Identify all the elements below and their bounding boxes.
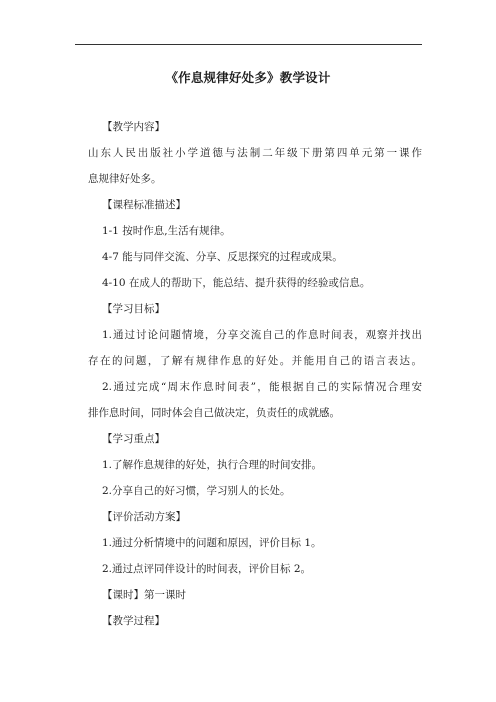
goal-2-line2: 排作息时间，同时体会自己做决定，负责任的成就感。	[88, 407, 340, 419]
heading-teaching-process: 【教学过程】	[102, 615, 165, 627]
paragraph-teaching-content-line1: 山东人民出版社小学道德与法制二年级下册第四单元第一课作	[88, 147, 422, 159]
goal-1-line2: 存在的问题，了解有规律作息的好处。并能用自己的语言表达。	[88, 355, 422, 367]
paragraph-teaching-content-line2: 息规律好处多。	[88, 173, 162, 185]
goal-1-line1: 1.通过讨论问题情境，分享交流自己的作息时间表，观察并找出	[102, 329, 422, 341]
standard-item-3: 4-10 在成人的帮助下，能总结、提升获得的经验或信息。	[102, 277, 371, 289]
focus-item-1: 1.了解作息规律的好处，执行合理的时间安排。	[102, 459, 323, 471]
evaluation-item-2: 2.通过点评同伴设计的时间表，评价目标 2。	[102, 563, 312, 575]
standard-item-2: 4-7 能与同伴交流、分享、反思探究的过程或成果。	[102, 251, 343, 263]
evaluation-item-1: 1.通过分析情境中的问题和原因，评价目标 1。	[102, 537, 322, 549]
heading-learning-focus: 【学习重点】	[102, 433, 165, 445]
document-title: 《作息规律好处多》教学设计	[165, 70, 331, 85]
heading-teaching-content: 【教学内容】	[102, 121, 165, 133]
standard-item-1: 1-1 按时作息,生活有规律。	[102, 225, 231, 237]
goal-2-line1: 2.通过完成“周末作息时间表”，能根据自己的实际情况合理安	[102, 381, 422, 393]
heading-learning-goals: 【学习目标】	[102, 303, 165, 315]
heading-curriculum-standard: 【课程标准描述】	[102, 199, 186, 211]
class-period: 【课时】第一课时	[102, 589, 186, 601]
focus-item-2: 2.分享自己的好习惯，学习别人的长处。	[102, 485, 291, 497]
heading-evaluation-plan: 【评价活动方案】	[102, 511, 186, 523]
header-rule	[75, 44, 422, 45]
